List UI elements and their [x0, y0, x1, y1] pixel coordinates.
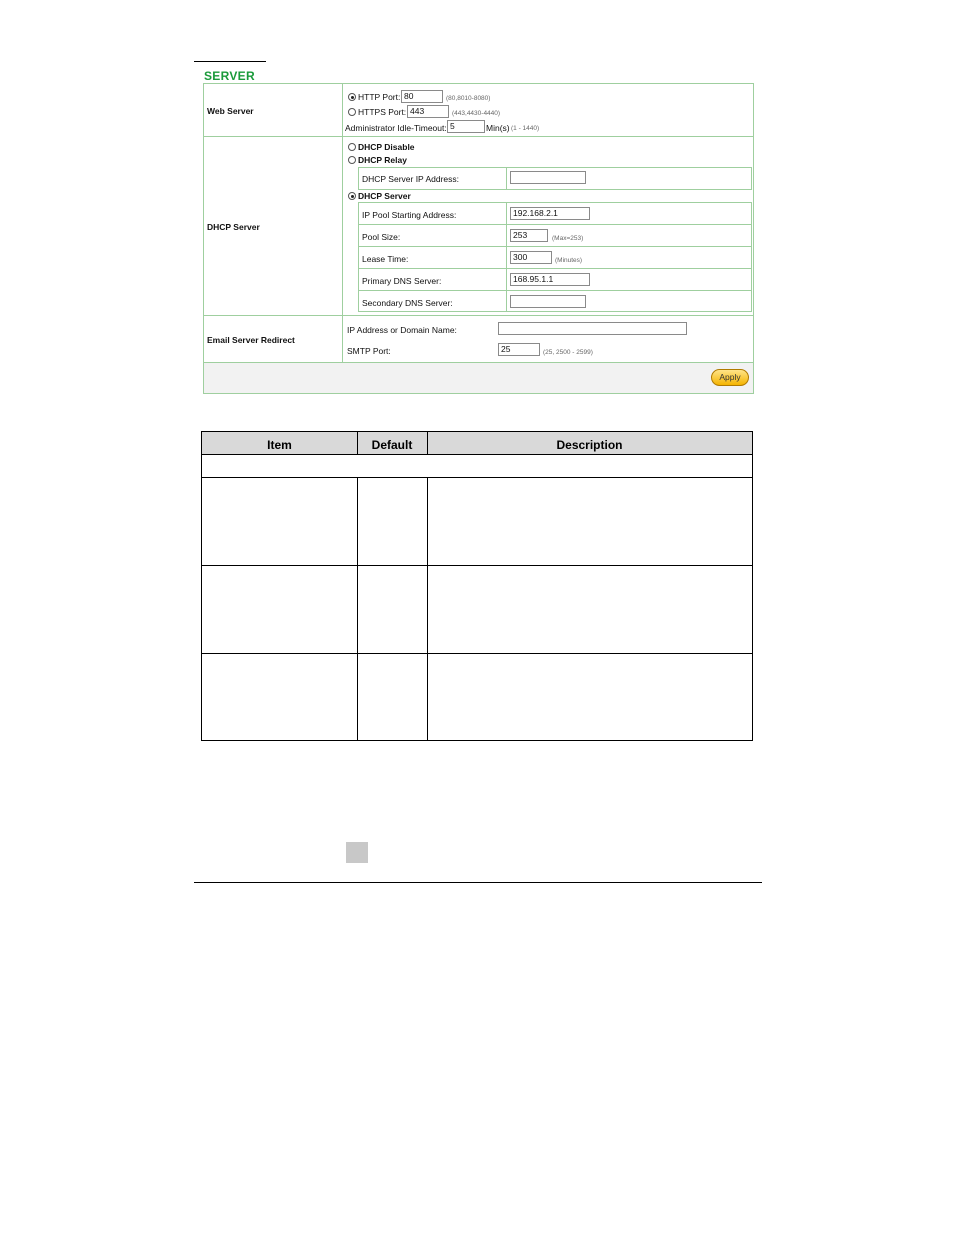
- smtp-port-input[interactable]: 25: [498, 343, 540, 356]
- gray-placeholder-box: [346, 842, 368, 863]
- server-row-divider: [359, 290, 751, 291]
- http-port-hint: (80,8010-8080): [446, 95, 491, 102]
- smtp-port-label: SMTP Port:: [347, 346, 391, 356]
- dhcp-disable-label: DHCP Disable: [358, 142, 415, 152]
- secondary-dns-input[interactable]: [510, 295, 586, 308]
- server-row-divider: [359, 246, 751, 247]
- column-divider: [427, 432, 428, 454]
- lease-time-label: Lease Time:: [362, 254, 409, 264]
- https-port-hint: (443,4430-4440): [452, 110, 501, 117]
- row-divider: [204, 315, 753, 316]
- idle-timeout-unit: Min(s): [486, 123, 510, 133]
- email-ip-input[interactable]: [498, 322, 687, 335]
- pool-size-hint: (Max=253): [552, 235, 584, 242]
- email-redirect-label: Email Server Redirect: [207, 335, 295, 345]
- idle-timeout-input[interactable]: 5: [447, 120, 485, 133]
- lease-time-hint: (Minutes): [555, 257, 583, 264]
- dhcp-server-radio[interactable]: [348, 192, 356, 200]
- dhcp-server-option-label: DHCP Server: [358, 191, 411, 201]
- dhcp-disable-radio[interactable]: [348, 143, 356, 151]
- header-item: Item: [267, 438, 292, 452]
- row-divider: [202, 477, 752, 478]
- http-port-label: HTTP Port:: [358, 92, 401, 102]
- header-default: Default: [371, 438, 413, 452]
- http-port-input[interactable]: 80: [401, 90, 443, 103]
- primary-dns-label: Primary DNS Server:: [362, 276, 442, 286]
- header-description: Description: [556, 438, 623, 452]
- server-row-divider: [359, 224, 751, 225]
- column-divider: [427, 477, 428, 740]
- relay-column-divider: [506, 168, 507, 189]
- smtp-port-hint: (25, 2500 - 2599): [543, 349, 593, 356]
- apply-button[interactable]: Apply: [711, 369, 749, 386]
- https-port-input[interactable]: 443: [407, 105, 449, 118]
- dhcp-relay-label: DHCP Relay: [358, 155, 407, 165]
- http-port-radio[interactable]: [348, 93, 356, 101]
- pool-start-input[interactable]: 192.168.2.1: [510, 207, 590, 220]
- relay-ip-input[interactable]: [510, 171, 586, 184]
- web-server-label: Web Server: [207, 106, 254, 116]
- table-header-row: [202, 432, 752, 455]
- dhcp-relay-radio[interactable]: [348, 156, 356, 164]
- primary-dns-input[interactable]: 168.95.1.1: [510, 273, 590, 286]
- https-port-radio[interactable]: [348, 108, 356, 116]
- relay-ip-label: DHCP Server IP Address:: [362, 174, 460, 184]
- section-title: SERVER: [204, 69, 255, 83]
- server-settings-panel: [203, 83, 754, 394]
- item-description-table: [201, 431, 753, 741]
- server-column-divider: [506, 203, 507, 311]
- column-divider: [357, 477, 358, 740]
- pool-start-label: IP Pool Starting Address:: [362, 210, 457, 220]
- bottom-rule: [194, 882, 762, 883]
- email-ip-label: IP Address or Domain Name:: [347, 325, 457, 335]
- row-divider: [202, 565, 752, 566]
- pool-size-input[interactable]: 253: [510, 229, 548, 242]
- lease-time-input[interactable]: 300: [510, 251, 552, 264]
- row-divider: [202, 653, 752, 654]
- pool-size-label: Pool Size:: [362, 232, 401, 242]
- secondary-dns-label: Secondary DNS Server:: [362, 298, 453, 308]
- dhcp-relay-table: [358, 167, 752, 190]
- row-divider: [204, 136, 753, 137]
- idle-timeout-label: Administrator Idle-Timeout:: [345, 123, 447, 133]
- https-port-label: HTTPS Port:: [358, 107, 407, 117]
- idle-timeout-hint: (1 - 1440): [511, 125, 540, 132]
- label-column-divider: [342, 84, 343, 364]
- column-divider: [357, 432, 358, 454]
- top-rule: [194, 61, 266, 62]
- dhcp-server-table: [358, 202, 752, 312]
- dhcp-server-label: DHCP Server: [207, 222, 260, 232]
- panel-footer: [204, 362, 753, 393]
- server-row-divider: [359, 268, 751, 269]
